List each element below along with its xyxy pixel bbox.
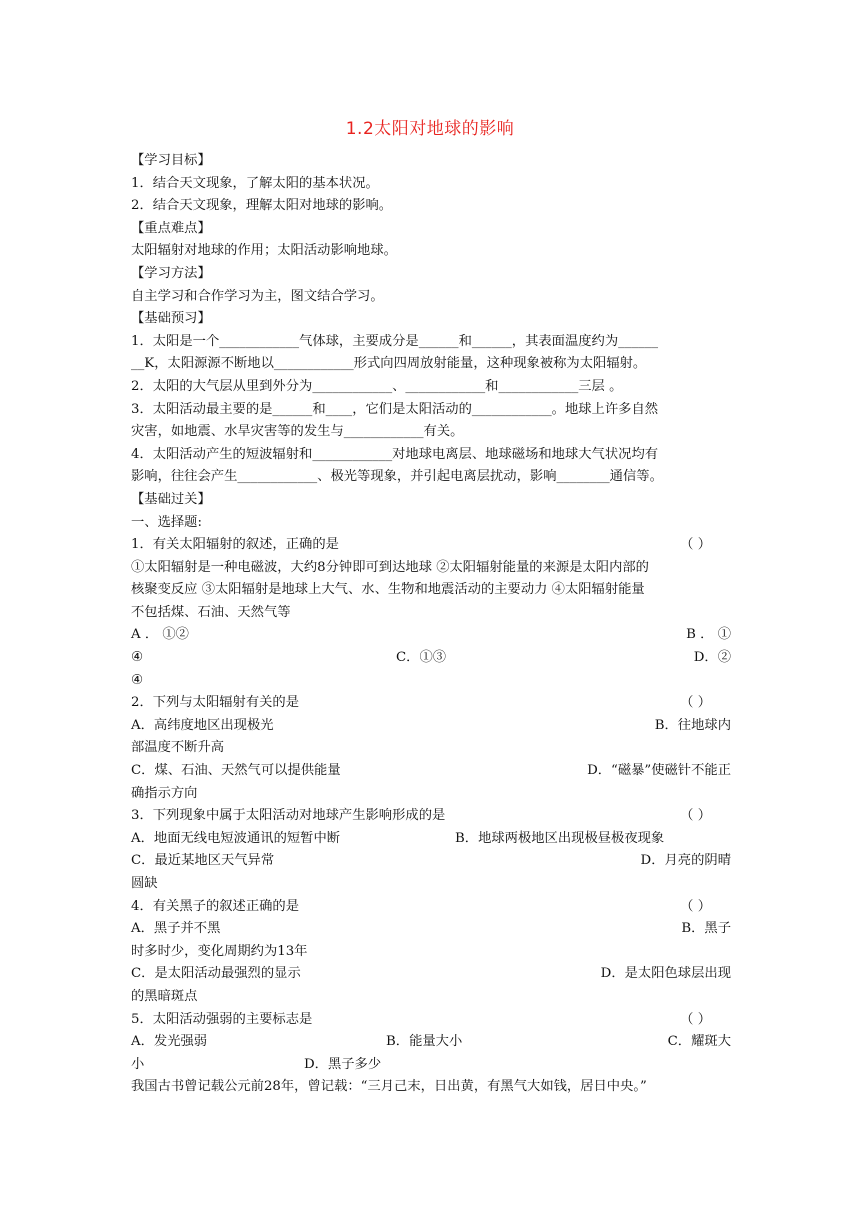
option-d: D．月亮的阴晴 <box>640 853 731 869</box>
document-body <box>131 150 731 1099</box>
options-line <box>131 963 731 986</box>
fill-blank-line: 灾害，如地震、水旱灾害等的发生与____________有关。 <box>131 424 464 440</box>
options-line <box>131 1054 731 1077</box>
option-d-continued: 圆缺 <box>131 876 158 891</box>
question-stem: 3．下列现象中属于太阳活动对地球产生影响形成的是 <box>131 808 446 824</box>
question-4 <box>131 896 731 919</box>
section-heading: 【基础预习】 <box>131 311 211 327</box>
option-a: A．高纬度地区出现极光 <box>131 717 274 733</box>
option-b: B．往地球内 <box>654 717 731 733</box>
answer-bracket: （ ） <box>680 537 711 553</box>
question-3 <box>131 805 731 828</box>
question-stem: 4．有关黑子的叙述正确的是 <box>131 898 300 914</box>
option-d: D．是太阳色球层出现 <box>600 966 731 982</box>
section-heading: 【重点难点】 <box>131 220 211 236</box>
option-c: C．煤、石油、天然气可以提供能量 <box>131 763 341 779</box>
section-heading: 【基础过关】 <box>131 491 211 507</box>
option-b: B．能量大小 <box>386 1034 463 1050</box>
option-d: D．“磁暴”使磁针不能正 <box>587 763 731 779</box>
option-a: A．地面无线电短波通讯的短暂中断 <box>131 830 341 846</box>
options-line <box>131 828 731 851</box>
option-b: B．黑子 <box>681 921 731 937</box>
option-c: C．最近某地区天气异常 <box>131 853 275 869</box>
text-line: ①太阳辐射是一种电磁波，大约8分钟即可到达地球 ②太阳辐射能量的来源是太阳内部的 <box>131 559 649 575</box>
option-a: A ． ①② <box>131 627 189 643</box>
question-stem: 5．太阳活动强弱的主要标志是 <box>131 1011 313 1027</box>
question-stem: 1．有关太阳辐射的叙述，正确的是 <box>131 537 339 553</box>
option-b-continued: ④ <box>131 650 143 666</box>
page-title: 1.2太阳对地球的影响 <box>345 119 515 139</box>
option-d-continued: 确指示方向 <box>131 785 198 801</box>
fill-blank-line: 影响，往往会产生____________、极光等现象，并引起电离层扰动，影响________通信等。 <box>131 469 663 485</box>
question-5 <box>131 1009 731 1032</box>
option-a: A．发光强弱 <box>131 1034 208 1050</box>
option-c: C．①③ <box>396 650 447 666</box>
option-b-continued: 部温度不断升高 <box>131 740 225 756</box>
section-heading: 【学习目标】 <box>131 153 211 168</box>
text-line: 不包括煤、石油、天然气等 <box>131 604 291 620</box>
text-line: 2．结合天文现象，理解太阳对地球的影响。 <box>131 198 393 214</box>
option-b-continued: 时多时少，变化周期约为13年 <box>131 943 308 959</box>
options-line <box>131 624 731 647</box>
answer-bracket: （ ） <box>680 1011 711 1027</box>
text-line: 我国古书曾记载公元前28年，曾记载：“三月己末，日出黄，有黑气大如钱，居日中央。” <box>131 1079 647 1095</box>
fill-blank-line: 3．太阳活动最主要的是______和____，它们是太阳活动的____________。地球上许多自然 <box>131 401 659 417</box>
section-heading: 【学习方法】 <box>131 265 211 281</box>
option-b: B ． ① <box>686 627 731 643</box>
answer-bracket: （ ） <box>680 808 711 824</box>
answer-bracket: （ ） <box>680 695 711 711</box>
answer-bracket: （ ） <box>680 898 711 914</box>
option-b: B．地球两极地区出现极昼极夜现象 <box>455 830 665 846</box>
options-line <box>131 760 731 783</box>
question-2 <box>131 692 731 715</box>
fill-blank-line: 1．太阳是一个____________气体球，主要成分是______和______，其表面温度约为______ <box>131 333 659 349</box>
options-line <box>131 715 731 738</box>
text-line: 太阳辐射对地球的作用；太阳活动影响地球。 <box>131 243 397 259</box>
fill-blank-line: 4．太阳活动产生的短波辐射和____________对地球电离层、地球磁场和地球大气状况均有 <box>131 446 659 462</box>
text-line: 核聚变反应 ③太阳辐射是地球上大气、水、生物和地震活动的主要动力 ④太阳辐射能量 <box>131 582 645 598</box>
option-c: C．耀斑大 <box>667 1034 731 1050</box>
text-line: 自主学习和合作学习为主，图文结合学习。 <box>131 288 384 304</box>
fill-blank-line: __K，太阳源源不断地以____________形式向四周放射能量，这种现象被称为太阳辐射。 <box>131 356 647 372</box>
option-c-continued: 小 <box>131 1056 145 1072</box>
options-line <box>131 1031 731 1054</box>
question-1 <box>131 534 731 557</box>
option-d: D．黑子多少 <box>304 1056 382 1072</box>
option-d: D．② <box>693 650 731 666</box>
text-line: 一、选择题: <box>131 514 202 530</box>
fill-blank-line: 2．太阳的大气层从里到外分为____________、____________和____________三层 。 <box>131 378 623 394</box>
option-a: A．黑子并不黑 <box>131 921 221 937</box>
options-line <box>131 647 731 670</box>
option-d-continued: ④ <box>131 672 143 688</box>
options-line <box>131 850 731 873</box>
option-c: C．是太阳活动最强烈的显示 <box>131 966 301 982</box>
option-d-continued: 的黑暗斑点 <box>131 988 198 1004</box>
question-stem: 2．下列与太阳辐射有关的是 <box>131 695 300 711</box>
text-line: 1．结合天文现象，了解太阳的基本状况。 <box>131 175 379 191</box>
options-line <box>131 918 731 941</box>
